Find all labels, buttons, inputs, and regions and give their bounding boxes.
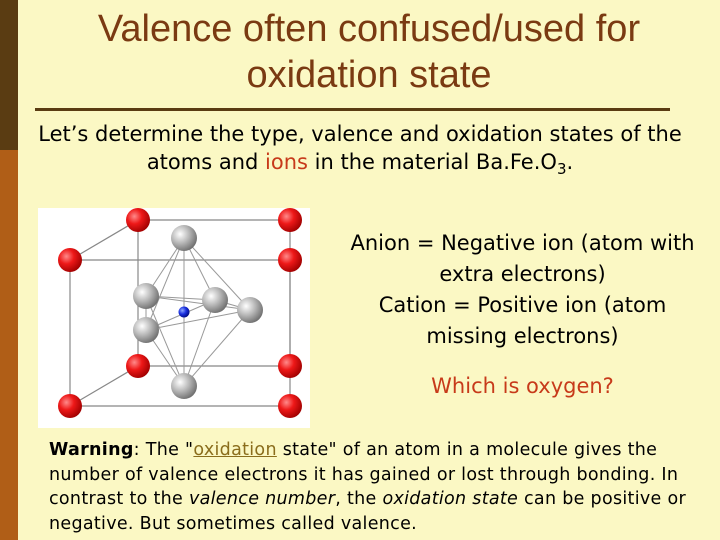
red-atom xyxy=(58,248,82,272)
red-atom xyxy=(278,248,302,272)
anion-definition: Anion = Negative ion (atom with extra electrons) xyxy=(350,231,695,286)
warning-text xyxy=(49,438,709,536)
gray-atom xyxy=(237,297,263,323)
gray-atom xyxy=(171,225,197,251)
oxygen-question: Which is oxygen? xyxy=(431,374,614,398)
crystal-diagram xyxy=(38,208,310,428)
warning-text-part: state" of an atom in a molecule gives the number of valence electrons it has gained or lost through bonding. In contrast to the xyxy=(49,440,679,509)
perovskite-crystal-structure xyxy=(38,208,310,428)
ion-definitions xyxy=(340,228,705,352)
sidebar-accent-bottom xyxy=(0,150,18,540)
warning-text-part: can be positive or negative. But sometimes called valence. xyxy=(49,489,686,534)
intro-part-2: in the material Ba.Fe.O xyxy=(307,150,557,174)
ions-highlight: ions xyxy=(265,150,308,174)
red-atom xyxy=(126,208,150,232)
oxygen-subscript: 3 xyxy=(556,160,567,179)
valence-number-term: valence number xyxy=(188,489,336,509)
red-atom xyxy=(278,354,302,378)
oxidation-link[interactable]: oxidation xyxy=(193,440,277,460)
red-atom xyxy=(126,354,150,378)
intro-part-1: Let’s determine the type, valence and oxidation states of the atoms and xyxy=(38,122,682,174)
gray-atom xyxy=(133,283,159,309)
sidebar-accent-top xyxy=(0,0,18,150)
warning-label: Warning xyxy=(49,440,134,460)
title-divider xyxy=(35,108,670,111)
gray-atom xyxy=(133,317,159,343)
oxidation-state-term: oxidation state xyxy=(382,489,519,509)
red-atom xyxy=(278,394,302,418)
intro-end: . xyxy=(566,150,574,174)
cation-definition: Cation = Positive ion (atom missing electrons) xyxy=(378,293,667,348)
sidebar-accent xyxy=(0,0,18,540)
blue-atom xyxy=(179,307,190,318)
red-atom xyxy=(278,208,302,232)
warning-text-part: : The " xyxy=(133,440,194,460)
intro-text xyxy=(20,120,700,183)
gray-atom xyxy=(171,373,197,399)
red-atom xyxy=(58,394,82,418)
gray-atom xyxy=(202,287,228,313)
warning-text-part: , the xyxy=(335,489,383,509)
slide-title: Valence often confused/used for oxidation state xyxy=(97,8,641,96)
